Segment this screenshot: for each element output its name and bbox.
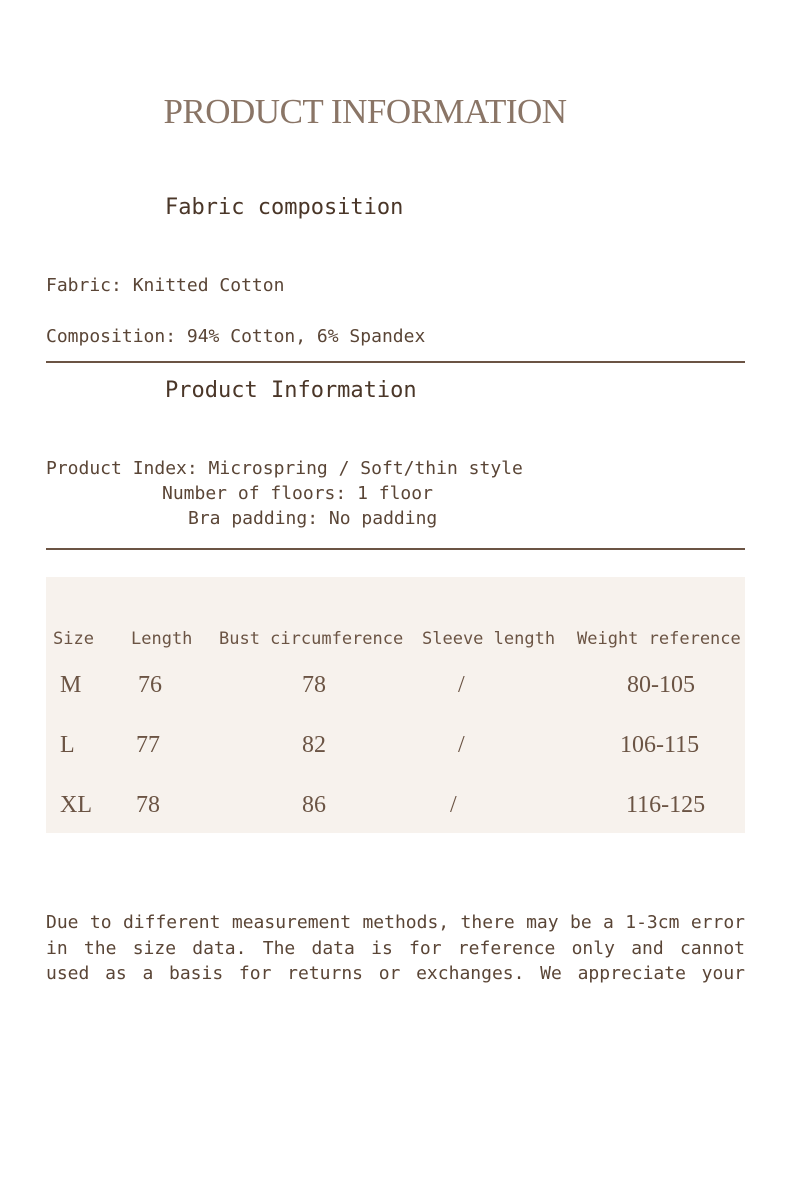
section-divider [46, 361, 745, 363]
bra-padding: Bra padding: No padding [188, 508, 438, 529]
row-l-size: L [60, 732, 75, 758]
disclaimer-line: used as a basis for returns or exchanges. We appreciate your [46, 963, 745, 984]
product-floors: Number of floors: 1 floor [162, 483, 433, 504]
row-m-bust: 78 [302, 672, 326, 698]
row-m-length: 76 [138, 672, 162, 698]
product-index: Product Index: Microspring / Soft/thin style [46, 458, 523, 479]
row-xl-weight: 116-125 [626, 792, 706, 818]
size-disclaimer [46, 910, 745, 987]
row-l-sleeve: / [458, 732, 465, 758]
row-l-weight: 106-115 [620, 732, 700, 758]
disclaimer-line: in the size data. The data is for reference only and cannot [46, 937, 745, 959]
header-length: Length [131, 629, 193, 649]
fabric-type: Fabric: Knitted Cotton [46, 275, 285, 296]
row-l-length: 77 [136, 732, 160, 758]
row-m-sleeve: / [458, 672, 465, 698]
header-sleeve: Sleeve length [422, 629, 556, 649]
header-size: Size [53, 629, 94, 649]
size-table [46, 577, 745, 833]
row-xl-bust: 86 [302, 792, 326, 818]
row-m-size: M [60, 672, 82, 698]
row-l-bust: 82 [302, 732, 326, 758]
page-title: PRODUCT INFORMATION [163, 92, 567, 131]
fabric-composition: Composition: 94% Cotton, 6% Spandex [46, 326, 426, 347]
header-bust: Bust circumference [219, 629, 404, 649]
product-section-heading: Product Information [165, 378, 417, 403]
disclaimer-line: Due to different measurement methods, there may be a 1-3cm error [46, 912, 745, 933]
row-xl-size: XL [60, 792, 92, 818]
fabric-section-heading: Fabric composition [165, 195, 404, 220]
row-m-weight: 80-105 [627, 672, 695, 698]
row-xl-sleeve: / [450, 792, 457, 818]
header-weight: Weight reference [577, 629, 741, 649]
section-divider [46, 548, 745, 550]
row-xl-length: 78 [136, 792, 160, 818]
